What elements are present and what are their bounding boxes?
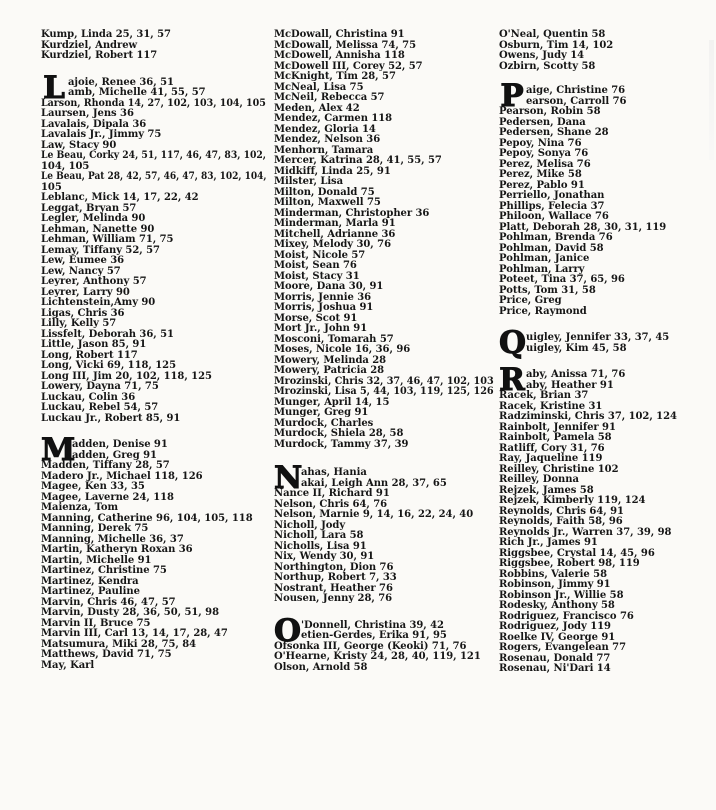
index-entry: Marvin II, Bruce 75 [41, 617, 151, 629]
index-entry: Radziminski, Chris 37, 102, 124 [499, 411, 677, 422]
index-entry: Rogers, Evangelean 77 [499, 642, 626, 653]
index-entry: Minderman, Marla 91 [274, 218, 396, 229]
index-entry: Rosenau, Ni'Dari 14 [499, 663, 611, 674]
index-entry: earson, Carroll 76 [526, 95, 627, 107]
index-entry: Lavalais Jr., Jimmy 75 [41, 129, 162, 140]
index-entry: adden, Denise 91 [72, 439, 168, 450]
index-entry: Nousen, Jenny 28, 76 [274, 593, 393, 604]
index-entry: Riggsbee, Crystal 14, 45, 96 [499, 547, 655, 559]
index-entry: Lehman, William 71, 75 [41, 234, 174, 245]
index-entry: Ozbirn, Scotty 58 [499, 60, 596, 72]
index-entry: Lilly, Kelly 57 [41, 318, 117, 329]
index-entry: uigley, Jennifer 33, 37, 45 [526, 332, 670, 343]
index-entry: Menhorn, Tamara [274, 144, 374, 156]
index-entry: Reilley, Donna [499, 474, 579, 485]
index-entry: Pepoy, Sonya 76 [499, 148, 589, 159]
index-entry: Mitchell, Adrianne 36 [274, 228, 396, 240]
index-entry: Perez, Pablo 91 [499, 179, 585, 191]
index-entry: Magee, Laverne 24, 118 [41, 491, 174, 503]
index-entry: Reilley, Christine 102 [499, 463, 619, 475]
index-entry: Moses, Nicole 16, 36, 96 [274, 344, 411, 355]
index-entry: Pearson, Robin 58 [499, 106, 601, 117]
index-entry: Law, Stacy 90 [41, 139, 117, 151]
index-entry: Lehman, Nanette 90 [41, 223, 155, 235]
index-entry: Manning, Catherine 96, 104, 105, 118 [41, 512, 253, 524]
index-entry: Mosconi, Tomarah 57 [274, 333, 394, 345]
index-entry: uigley, Kim 45, 58 [526, 342, 627, 354]
index-entry: Kurdziel, Andrew [41, 39, 138, 51]
index-entry: Long III, Jim 20, 102, 118, 125 [41, 370, 212, 382]
index-entry: Matthews, David 71, 75 [41, 649, 172, 660]
index-entry: Martinez, Christine 75 [41, 565, 167, 576]
drop-cap-initial: N [274, 460, 303, 496]
index-entry: Rejzek, James 58 [499, 484, 594, 496]
index-entry: Moist, Stacy 31 [274, 270, 360, 282]
index-entry: Mrozinski, Chris 32, 37, 46, 47, 102, 103 [274, 375, 494, 387]
index-entry: Mowery, Patricia 28 [274, 365, 385, 376]
index-group-n [274, 460, 494, 605]
index-entry: Price, Raymond [499, 305, 587, 317]
index-entry: Robinson, Jimmy 91 [499, 579, 611, 590]
index-group-q [499, 325, 709, 361]
index-entry: Pohlman, David 58 [499, 242, 604, 254]
index-entry: Mort Jr., John 91 [274, 323, 368, 334]
index-entry: Murdock, Shiela 28, 58 [274, 428, 404, 439]
index-entry: Mixey, Melody 30, 76 [274, 239, 391, 250]
index-entry: Manning, Derek 75 [41, 523, 149, 534]
index-entry: McDowell III, Corey 52, 57 [274, 60, 423, 72]
index-entry: Racek, Kristine 31 [499, 400, 603, 412]
index-group-k [41, 30, 266, 62]
drop-cap-initial: L [43, 69, 65, 106]
index-entry: 104, 105 [41, 160, 90, 172]
index-entry: 105 [41, 181, 62, 193]
initial-block-q [499, 325, 709, 361]
index-entry: Nicholl, Lara 58 [274, 530, 364, 541]
index-entry: Leyrer, Anthony 57 [41, 276, 147, 287]
index-entry: Marvin III, Carl 13, 14, 17, 28, 47 [41, 628, 228, 639]
index-entry: Reynolds, Faith 58, 96 [499, 516, 623, 527]
drop-cap-initial: R [499, 362, 525, 398]
index-entry: Leblanc, Mick 14, 17, 22, 42 [41, 192, 199, 203]
index-entry: Mendez, Nelson 36 [274, 134, 381, 145]
index-entry: Rodriguez, Jody 119 [499, 621, 611, 632]
index-entry: Pohlman, Janice [499, 253, 590, 264]
index-entry: Nicholls, Lisa 91 [274, 540, 367, 552]
index-entry: akai, Leigh Ann 28, 37, 65 [301, 477, 447, 489]
index-entry: aby, Anissa 71, 76 [526, 369, 626, 380]
index-entry: Moore, Dana 30, 91 [274, 281, 384, 292]
index-entry: Pepoy, Nina 76 [499, 137, 582, 149]
index-entry: Reynolds Jr., Warren 37, 39, 98 [499, 526, 672, 538]
index-entry: Nelson, Chris 64, 76 [274, 498, 388, 510]
index-entry: Robbins, Valerie 58 [499, 568, 607, 580]
index-entry: etien-Gerdes, Erika 91, 95 [301, 630, 447, 641]
index-entry: Philoon, Wallace 76 [499, 211, 609, 222]
index-entry: Potts, Tom 31, 58 [499, 284, 596, 296]
index-entry: Laursen, Jens 36 [41, 108, 134, 119]
index-entry: Madero Jr., Michael 118, 126 [41, 470, 203, 482]
index-entry: Robinson Jr., Willie 58 [499, 589, 624, 601]
index-entry: Long, Vicki 69, 118, 125 [41, 360, 176, 371]
index-entry: O'Hearne, Kristy 24, 28, 40, 119, 121 [274, 651, 481, 662]
index-entry: Rich Jr., James 91 [499, 537, 598, 548]
index-entry: McNeil, Rebecca 57 [274, 92, 385, 103]
index-entry: Price, Greg [499, 295, 562, 306]
index-entry: Rejzek, Kimberly 119, 124 [499, 495, 646, 506]
index-entry: Morris, Joshua 91 [274, 302, 374, 313]
index-entry: Martin, Michelle 91 [41, 554, 152, 566]
index-entry: Munger, Greg 91 [274, 407, 369, 418]
index-entry: Mendez, Carmen 118 [274, 113, 393, 124]
index-entry: Lichtenstein,Amy 90 [41, 297, 156, 308]
index-entry: Little, Jason 85, 91 [41, 339, 147, 350]
index-entry: Kurdziel, Robert 117 [41, 50, 158, 61]
page-edge-shadow [709, 40, 714, 160]
index-entry: Pedersen, Dana [499, 116, 586, 128]
index-entry: Mercer, Katrina 28, 41, 55, 57 [274, 155, 442, 166]
index-entry: Le Beau, Pat 28, 42, 57, 46, 47, 83, 102, 104, [41, 171, 267, 182]
index-column-1 [41, 30, 266, 671]
index-entry: Meden, Alex 42 [274, 102, 360, 114]
index-entry: adden, Greg 91 [72, 449, 157, 461]
index-group-o-cont [499, 30, 709, 72]
index-entry: Ray, Jaqueline 119 [499, 453, 603, 464]
index-group-m [41, 432, 266, 671]
index-entry: Platt, Deborah 28, 30, 31, 119 [499, 221, 667, 233]
index-group-mc [274, 30, 494, 450]
index-entry: Rodriguez, Francisco 76 [499, 610, 634, 622]
index-entry: Luckau Jr., Robert 85, 91 [41, 412, 181, 424]
index-group-p [499, 78, 709, 317]
index-entry: Martinez, Pauline [41, 586, 140, 597]
index-entry: McDowall, Melissa 74, 75 [274, 39, 416, 51]
index-entry: Marvin, Chris 46, 47, 57 [41, 596, 176, 608]
index-entry: Milton, Maxwell 75 [274, 197, 381, 208]
index-entry: aige, Christine 76 [526, 85, 626, 96]
index-entry: Nicholl, Jody [274, 519, 346, 531]
drop-cap-initial: M [41, 432, 76, 468]
index-group-o [274, 612, 494, 674]
index-entry: Rosenau, Donald 77 [499, 652, 611, 664]
index-entry: amb, Michelle 41, 55, 57 [68, 87, 206, 98]
drop-cap-initial: P [500, 78, 524, 114]
index-entry: Nance II, Richard 91 [274, 488, 390, 499]
index-entry: Murdock, Tammy 37, 39 [274, 438, 409, 450]
drop-cap-initial: O [274, 612, 301, 649]
index-entry: Matsumura, Miki 28, 75, 84 [41, 638, 197, 650]
index-entry: Larson, Rhonda 14, 27, 102, 103, 104, 105 [41, 97, 266, 109]
index-entry: Kump, Linda 25, 31, 57 [41, 29, 171, 40]
index-entry: Northup, Robert 7, 33 [274, 572, 397, 583]
index-entry: Luckau, Colin 36 [41, 391, 136, 403]
index-entry: Munger, April 14, 15 [274, 396, 390, 408]
index-entry: Perez, Melisa 76 [499, 158, 591, 170]
index-entry: Perez, Mike 58 [499, 169, 582, 180]
index-entry: Magee, Ken 33, 35 [41, 481, 145, 492]
index-entry: Legler, Melinda 90 [41, 213, 146, 224]
index-entry: Leyrer, Larry 90 [41, 286, 130, 298]
index-entry: Mendez, Gloria 14 [274, 123, 376, 135]
index-entry: Nostrant, Heather 76 [274, 582, 393, 594]
index-entry: McDowall, Christina 91 [274, 29, 405, 40]
index-entry: Northington, Dion 76 [274, 561, 394, 573]
index-entry: Lew, Nancy 57 [41, 265, 121, 277]
index-entry: Morse, Scot 91 [274, 312, 358, 324]
index-entry: Ratliff, Cory 31, 76 [499, 442, 605, 454]
index-entry: May, Karl [41, 659, 95, 671]
index-entry: Poteet, Tina 37, 65, 96 [499, 274, 625, 285]
index-entry: Pohlman, Larry [499, 263, 585, 275]
index-entry: Perriello, Jonathan [499, 190, 605, 201]
index-entry: ajoie, Renee 36, 51 [68, 76, 174, 88]
index-entry: Marvin, Dusty 28, 36, 50, 51, 98 [41, 607, 219, 618]
index-entry: McKnight, Tim 28, 57 [274, 71, 396, 82]
index-entry: Lavalais, Dipala 36 [41, 118, 147, 130]
index-group-l [41, 69, 267, 425]
index-entry: McDowell, Annisha 118 [274, 50, 405, 61]
index-group-r [499, 362, 709, 675]
index-entry: Rainbolt, Pamela 58 [499, 432, 612, 443]
index-entry: Manning, Michelle 36, 37 [41, 533, 184, 545]
index-entry: Phillips, Felecia 37 [499, 200, 605, 212]
index-entry: Maienza, Tom [41, 502, 119, 513]
index-entry: Leggat, Bryan 57 [41, 202, 137, 214]
index-column-2 [274, 30, 494, 673]
index-entry: Minderman, Christopher 36 [274, 207, 430, 219]
index-entry: Long, Robert 117 [41, 349, 138, 361]
index-entry: Owens, Judy 14 [499, 50, 585, 61]
index-entry: Martinez, Kendra [41, 575, 139, 587]
index-entry: Milster, Lisa [274, 176, 344, 187]
index-entry: Ofsonka III, George (Keoki) 71, 76 [274, 640, 467, 652]
index-entry: Morris, Jennie 36 [274, 291, 372, 303]
index-entry: McNeal, Lisa 75 [274, 81, 364, 93]
index-entry: Mrozinski, Lisa 5, 44, 103, 119, 125, 126 [274, 386, 494, 397]
index-entry: Murdock, Charles [274, 417, 374, 429]
index-column-3 [499, 30, 709, 675]
index-entry: Pohlman, Brenda 76 [499, 232, 613, 243]
index-entry: Lowery, Dayna 71, 75 [41, 381, 159, 392]
index-entry: Olson, Arnold 58 [274, 661, 368, 673]
index-entry: Nix, Wendy 30, 91 [274, 551, 375, 562]
index-entry: Milton, Donald 75 [274, 186, 375, 198]
index-entry: Riggsbee, Robert 98, 119 [499, 558, 640, 569]
index-entry: Luckau, Rebel 54, 57 [41, 402, 159, 413]
index-entry: Ligas, Chris 36 [41, 307, 125, 319]
index-entry: Midkiff, Linda 25, 91 [274, 165, 391, 177]
index-entry: Mowery, Melinda 28 [274, 354, 387, 366]
index-entry: Racek, Brian 37 [499, 390, 589, 401]
index-entry: O'Neal, Quentin 58 [499, 29, 606, 40]
index-entry: Moist, Sean 76 [274, 260, 357, 271]
index-entry: Pedersen, Shane 28 [499, 127, 609, 138]
index-entry: Rodesky, Anthony 58 [499, 600, 615, 611]
index-entry: Lew, Eumee 36 [41, 255, 125, 266]
index-entry: aby, Heather 91 [526, 379, 614, 391]
index-entry: Martin, Katheryn Roxan 36 [41, 544, 193, 555]
drop-cap-initial: Q [499, 325, 526, 361]
index-entry: Moist, Nicole 57 [274, 249, 366, 261]
index-entry: Madden, Tiffany 28, 57 [41, 460, 170, 471]
index-entry: Rainbolt, Jennifer 91 [499, 421, 616, 433]
index-entry: 'Donnell, Christina 39, 42 [301, 619, 444, 631]
index-entry: Osburn, Tim 14, 102 [499, 39, 614, 51]
index-entry: Roelke IV, George 91 [499, 631, 616, 643]
index-entry: Le Beau, Corky 24, 51, 117, 46, 47, 83, 102, [41, 150, 266, 161]
index-entry: Nelson, Marnie 9, 14, 16, 22, 24, 40 [274, 509, 474, 520]
index-entry: ahas, Hania [301, 467, 367, 478]
index-entry: Reynolds, Chris 64, 91 [499, 505, 624, 517]
index-entry: Lissfelt, Deborah 36, 51 [41, 328, 174, 340]
index-entry: Lemay, Tiffany 52, 57 [41, 244, 160, 256]
